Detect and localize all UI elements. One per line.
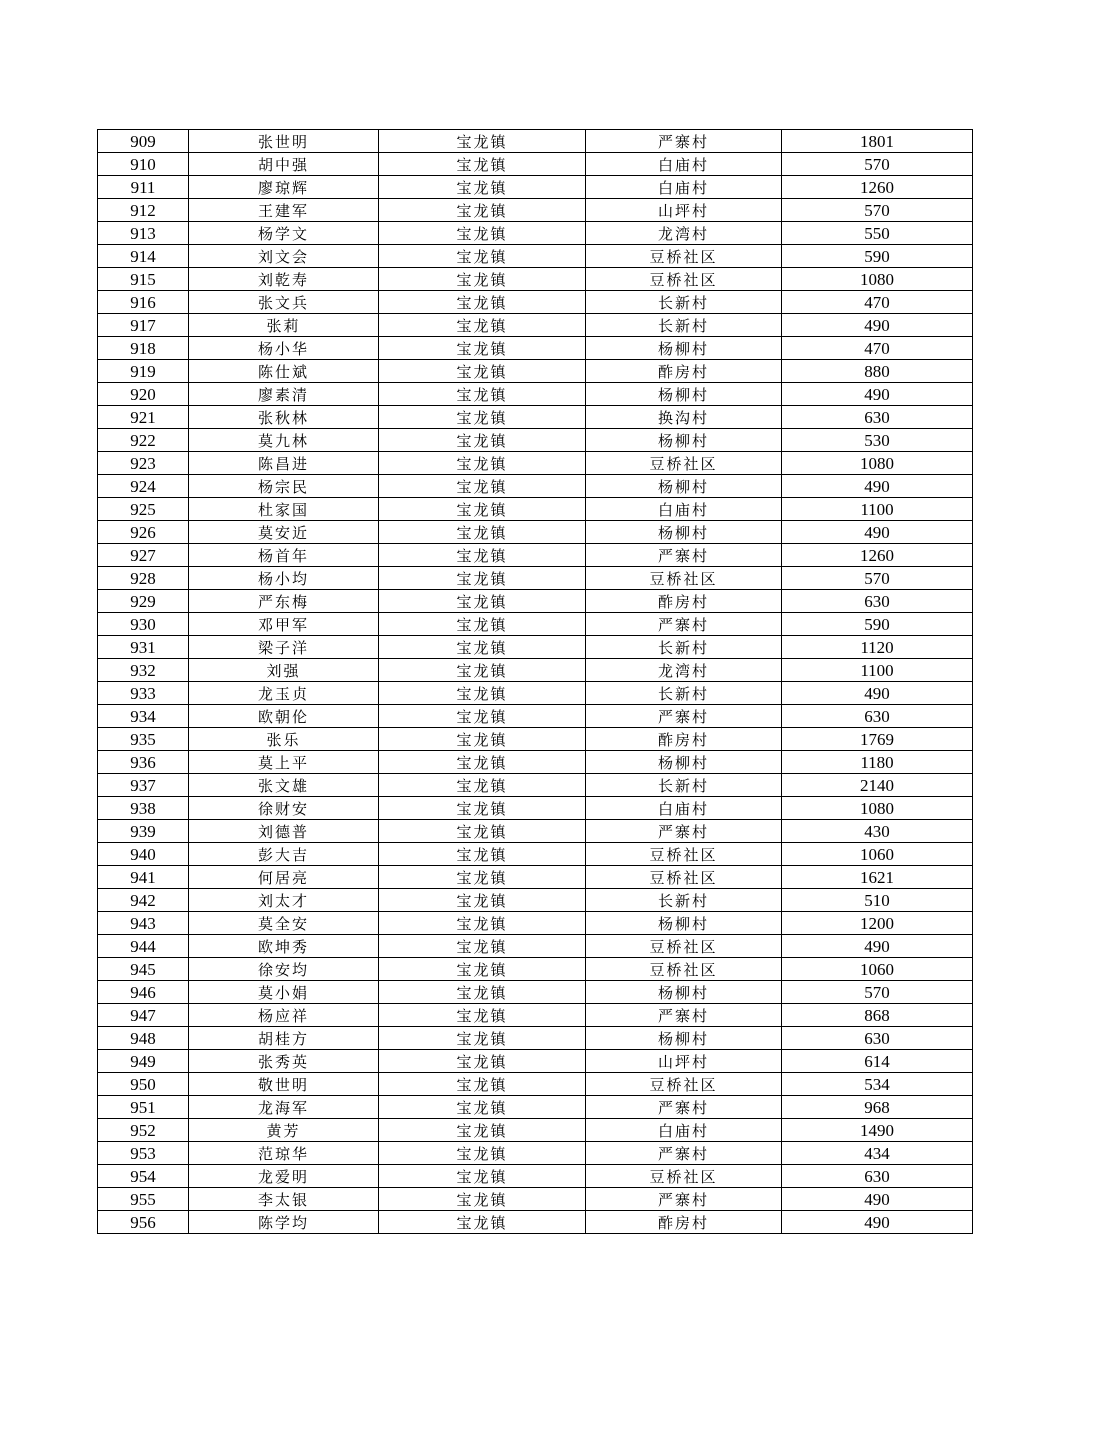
cell-town: 宝龙镇 xyxy=(379,1004,586,1027)
cell-amount: 550 xyxy=(782,222,973,245)
cell-number: 915 xyxy=(98,268,189,291)
cell-town: 宝龙镇 xyxy=(379,406,586,429)
cell-town: 宝龙镇 xyxy=(379,1188,586,1211)
cell-village: 杨柳村 xyxy=(586,912,782,935)
cell-amount: 1769 xyxy=(782,728,973,751)
cell-village: 豆桥社区 xyxy=(586,452,782,475)
cell-name: 李太银 xyxy=(189,1188,379,1211)
table-row xyxy=(98,153,973,176)
cell-town: 宝龙镇 xyxy=(379,130,586,153)
cell-number: 943 xyxy=(98,912,189,935)
cell-number: 922 xyxy=(98,429,189,452)
cell-name: 杨应祥 xyxy=(189,1004,379,1027)
cell-name: 何居亮 xyxy=(189,866,379,889)
cell-name: 杨小均 xyxy=(189,567,379,590)
cell-town: 宝龙镇 xyxy=(379,1119,586,1142)
table-row xyxy=(98,1073,973,1096)
cell-amount: 1100 xyxy=(782,498,973,521)
cell-village: 严寨村 xyxy=(586,1188,782,1211)
cell-number: 921 xyxy=(98,406,189,429)
cell-amount: 434 xyxy=(782,1142,973,1165)
cell-name: 龙海军 xyxy=(189,1096,379,1119)
table-row xyxy=(98,935,973,958)
cell-village: 豆桥社区 xyxy=(586,1165,782,1188)
cell-town: 宝龙镇 xyxy=(379,429,586,452)
cell-number: 931 xyxy=(98,636,189,659)
cell-amount: 430 xyxy=(782,820,973,843)
cell-amount: 630 xyxy=(782,705,973,728)
cell-name: 刘强 xyxy=(189,659,379,682)
cell-number: 951 xyxy=(98,1096,189,1119)
table-row xyxy=(98,820,973,843)
cell-name: 莫小娟 xyxy=(189,981,379,1004)
table-row xyxy=(98,1119,973,1142)
table-row xyxy=(98,728,973,751)
cell-name: 莫上平 xyxy=(189,751,379,774)
cell-town: 宝龙镇 xyxy=(379,153,586,176)
cell-name: 刘太才 xyxy=(189,889,379,912)
table-row xyxy=(98,429,973,452)
cell-number: 928 xyxy=(98,567,189,590)
table-row xyxy=(98,383,973,406)
cell-village: 杨柳村 xyxy=(586,1027,782,1050)
cell-number: 954 xyxy=(98,1165,189,1188)
cell-number: 949 xyxy=(98,1050,189,1073)
cell-village: 酢房村 xyxy=(586,728,782,751)
cell-number: 956 xyxy=(98,1211,189,1234)
cell-town: 宝龙镇 xyxy=(379,291,586,314)
cell-village: 白庙村 xyxy=(586,1119,782,1142)
table-row xyxy=(98,222,973,245)
table-row xyxy=(98,268,973,291)
cell-number: 916 xyxy=(98,291,189,314)
cell-number: 941 xyxy=(98,866,189,889)
cell-amount: 470 xyxy=(782,337,973,360)
cell-name: 刘文会 xyxy=(189,245,379,268)
cell-town: 宝龙镇 xyxy=(379,1142,586,1165)
table-row xyxy=(98,1004,973,1027)
cell-amount: 630 xyxy=(782,1165,973,1188)
cell-amount: 968 xyxy=(782,1096,973,1119)
cell-name: 刘德普 xyxy=(189,820,379,843)
cell-town: 宝龙镇 xyxy=(379,268,586,291)
cell-amount: 880 xyxy=(782,360,973,383)
cell-amount: 490 xyxy=(782,1211,973,1234)
cell-number: 940 xyxy=(98,843,189,866)
cell-amount: 2140 xyxy=(782,774,973,797)
cell-name: 莫安近 xyxy=(189,521,379,544)
cell-town: 宝龙镇 xyxy=(379,452,586,475)
cell-name: 敬世明 xyxy=(189,1073,379,1096)
cell-village: 严寨村 xyxy=(586,130,782,153)
cell-amount: 868 xyxy=(782,1004,973,1027)
cell-name: 莫九林 xyxy=(189,429,379,452)
cell-number: 923 xyxy=(98,452,189,475)
cell-town: 宝龙镇 xyxy=(379,613,586,636)
cell-number: 932 xyxy=(98,659,189,682)
cell-name: 欧朝伦 xyxy=(189,705,379,728)
cell-number: 909 xyxy=(98,130,189,153)
table-row xyxy=(98,498,973,521)
cell-amount: 490 xyxy=(782,314,973,337)
cell-number: 933 xyxy=(98,682,189,705)
cell-number: 913 xyxy=(98,222,189,245)
cell-amount: 1100 xyxy=(782,659,973,682)
cell-town: 宝龙镇 xyxy=(379,958,586,981)
cell-number: 910 xyxy=(98,153,189,176)
cell-village: 杨柳村 xyxy=(586,383,782,406)
cell-amount: 590 xyxy=(782,613,973,636)
cell-amount: 570 xyxy=(782,153,973,176)
cell-village: 山坪村 xyxy=(586,199,782,222)
cell-amount: 570 xyxy=(782,981,973,1004)
cell-town: 宝龙镇 xyxy=(379,383,586,406)
cell-village: 豆桥社区 xyxy=(586,958,782,981)
cell-amount: 490 xyxy=(782,935,973,958)
cell-number: 912 xyxy=(98,199,189,222)
cell-village: 豆桥社区 xyxy=(586,1073,782,1096)
cell-name: 徐财安 xyxy=(189,797,379,820)
cell-village: 白庙村 xyxy=(586,153,782,176)
cell-town: 宝龙镇 xyxy=(379,498,586,521)
cell-number: 937 xyxy=(98,774,189,797)
cell-village: 豆桥社区 xyxy=(586,843,782,866)
table-row xyxy=(98,866,973,889)
cell-town: 宝龙镇 xyxy=(379,889,586,912)
cell-amount: 590 xyxy=(782,245,973,268)
cell-amount: 1060 xyxy=(782,843,973,866)
cell-village: 山坪村 xyxy=(586,1050,782,1073)
cell-name: 徐安均 xyxy=(189,958,379,981)
cell-town: 宝龙镇 xyxy=(379,751,586,774)
cell-town: 宝龙镇 xyxy=(379,682,586,705)
cell-number: 930 xyxy=(98,613,189,636)
data-table xyxy=(97,129,973,1234)
cell-number: 929 xyxy=(98,590,189,613)
cell-village: 杨柳村 xyxy=(586,429,782,452)
cell-number: 939 xyxy=(98,820,189,843)
cell-town: 宝龙镇 xyxy=(379,659,586,682)
cell-name: 陈学均 xyxy=(189,1211,379,1234)
table-row xyxy=(98,774,973,797)
cell-village: 长新村 xyxy=(586,889,782,912)
cell-name: 彭大吉 xyxy=(189,843,379,866)
cell-name: 张秋林 xyxy=(189,406,379,429)
cell-amount: 530 xyxy=(782,429,973,452)
cell-village: 长新村 xyxy=(586,774,782,797)
cell-number: 936 xyxy=(98,751,189,774)
cell-village: 严寨村 xyxy=(586,705,782,728)
cell-name: 杨宗民 xyxy=(189,475,379,498)
cell-town: 宝龙镇 xyxy=(379,981,586,1004)
cell-town: 宝龙镇 xyxy=(379,590,586,613)
cell-town: 宝龙镇 xyxy=(379,1073,586,1096)
cell-town: 宝龙镇 xyxy=(379,820,586,843)
cell-village: 白庙村 xyxy=(586,797,782,820)
table-row xyxy=(98,360,973,383)
cell-name: 范琼华 xyxy=(189,1142,379,1165)
cell-name: 杜家国 xyxy=(189,498,379,521)
cell-village: 严寨村 xyxy=(586,1004,782,1027)
cell-number: 948 xyxy=(98,1027,189,1050)
cell-village: 严寨村 xyxy=(586,544,782,567)
table-row xyxy=(98,613,973,636)
cell-village: 豆桥社区 xyxy=(586,935,782,958)
cell-amount: 1260 xyxy=(782,176,973,199)
table-row xyxy=(98,1027,973,1050)
cell-name: 胡桂方 xyxy=(189,1027,379,1050)
cell-name: 杨学文 xyxy=(189,222,379,245)
cell-amount: 1060 xyxy=(782,958,973,981)
cell-amount: 490 xyxy=(782,682,973,705)
cell-name: 廖素清 xyxy=(189,383,379,406)
table-row xyxy=(98,337,973,360)
cell-name: 严东梅 xyxy=(189,590,379,613)
cell-town: 宝龙镇 xyxy=(379,521,586,544)
cell-town: 宝龙镇 xyxy=(379,222,586,245)
cell-number: 938 xyxy=(98,797,189,820)
cell-amount: 614 xyxy=(782,1050,973,1073)
cell-village: 豆桥社区 xyxy=(586,866,782,889)
cell-number: 950 xyxy=(98,1073,189,1096)
table-row xyxy=(98,682,973,705)
cell-town: 宝龙镇 xyxy=(379,176,586,199)
table-row xyxy=(98,636,973,659)
cell-number: 952 xyxy=(98,1119,189,1142)
cell-number: 917 xyxy=(98,314,189,337)
cell-town: 宝龙镇 xyxy=(379,360,586,383)
cell-number: 924 xyxy=(98,475,189,498)
cell-town: 宝龙镇 xyxy=(379,774,586,797)
cell-village: 换沟村 xyxy=(586,406,782,429)
cell-village: 严寨村 xyxy=(586,1142,782,1165)
cell-village: 豆桥社区 xyxy=(586,567,782,590)
cell-name: 廖琼辉 xyxy=(189,176,379,199)
cell-village: 长新村 xyxy=(586,291,782,314)
table-row xyxy=(98,1096,973,1119)
table-row xyxy=(98,567,973,590)
cell-name: 邓甲军 xyxy=(189,613,379,636)
cell-number: 953 xyxy=(98,1142,189,1165)
cell-village: 长新村 xyxy=(586,636,782,659)
table-row xyxy=(98,199,973,222)
cell-number: 945 xyxy=(98,958,189,981)
cell-town: 宝龙镇 xyxy=(379,843,586,866)
cell-village: 龙湾村 xyxy=(586,222,782,245)
table-row xyxy=(98,1211,973,1234)
cell-town: 宝龙镇 xyxy=(379,797,586,820)
cell-village: 长新村 xyxy=(586,314,782,337)
table-row xyxy=(98,889,973,912)
cell-village: 杨柳村 xyxy=(586,521,782,544)
cell-town: 宝龙镇 xyxy=(379,199,586,222)
table-body xyxy=(98,130,973,1234)
table-row xyxy=(98,751,973,774)
table-row xyxy=(98,1188,973,1211)
cell-town: 宝龙镇 xyxy=(379,1050,586,1073)
table-row xyxy=(98,797,973,820)
cell-amount: 1260 xyxy=(782,544,973,567)
cell-number: 927 xyxy=(98,544,189,567)
table-row xyxy=(98,544,973,567)
cell-amount: 490 xyxy=(782,475,973,498)
cell-amount: 570 xyxy=(782,567,973,590)
table-row xyxy=(98,314,973,337)
cell-name: 陈仕斌 xyxy=(189,360,379,383)
cell-town: 宝龙镇 xyxy=(379,314,586,337)
cell-amount: 1200 xyxy=(782,912,973,935)
cell-village: 杨柳村 xyxy=(586,337,782,360)
cell-number: 911 xyxy=(98,176,189,199)
table-row xyxy=(98,521,973,544)
cell-amount: 470 xyxy=(782,291,973,314)
cell-number: 947 xyxy=(98,1004,189,1027)
cell-name: 黄芳 xyxy=(189,1119,379,1142)
cell-village: 白庙村 xyxy=(586,176,782,199)
cell-number: 918 xyxy=(98,337,189,360)
cell-town: 宝龙镇 xyxy=(379,475,586,498)
cell-amount: 1120 xyxy=(782,636,973,659)
cell-village: 酢房村 xyxy=(586,590,782,613)
cell-name: 张莉 xyxy=(189,314,379,337)
cell-town: 宝龙镇 xyxy=(379,1096,586,1119)
cell-amount: 630 xyxy=(782,1027,973,1050)
cell-number: 935 xyxy=(98,728,189,751)
cell-name: 刘乾寿 xyxy=(189,268,379,291)
cell-village: 杨柳村 xyxy=(586,751,782,774)
table-row xyxy=(98,245,973,268)
table-row xyxy=(98,659,973,682)
cell-name: 龙玉贞 xyxy=(189,682,379,705)
table-row xyxy=(98,958,973,981)
cell-amount: 1490 xyxy=(782,1119,973,1142)
cell-town: 宝龙镇 xyxy=(379,728,586,751)
cell-village: 酢房村 xyxy=(586,360,782,383)
table-row xyxy=(98,130,973,153)
cell-amount: 510 xyxy=(782,889,973,912)
cell-name: 王建军 xyxy=(189,199,379,222)
cell-name: 胡中强 xyxy=(189,153,379,176)
cell-name: 张秀英 xyxy=(189,1050,379,1073)
cell-village: 严寨村 xyxy=(586,1096,782,1119)
cell-village: 严寨村 xyxy=(586,613,782,636)
cell-number: 934 xyxy=(98,705,189,728)
cell-amount: 1801 xyxy=(782,130,973,153)
cell-village: 豆桥社区 xyxy=(586,268,782,291)
cell-amount: 630 xyxy=(782,406,973,429)
cell-village: 杨柳村 xyxy=(586,981,782,1004)
table-row xyxy=(98,705,973,728)
cell-amount: 570 xyxy=(782,199,973,222)
cell-number: 944 xyxy=(98,935,189,958)
cell-name: 张乐 xyxy=(189,728,379,751)
cell-amount: 534 xyxy=(782,1073,973,1096)
cell-village: 严寨村 xyxy=(586,820,782,843)
cell-amount: 1080 xyxy=(782,268,973,291)
cell-amount: 1621 xyxy=(782,866,973,889)
cell-amount: 490 xyxy=(782,383,973,406)
cell-town: 宝龙镇 xyxy=(379,1165,586,1188)
cell-amount: 490 xyxy=(782,1188,973,1211)
cell-town: 宝龙镇 xyxy=(379,935,586,958)
cell-village: 酢房村 xyxy=(586,1211,782,1234)
cell-village: 杨柳村 xyxy=(586,475,782,498)
cell-number: 942 xyxy=(98,889,189,912)
cell-town: 宝龙镇 xyxy=(379,1211,586,1234)
cell-name: 陈昌进 xyxy=(189,452,379,475)
cell-village: 豆桥社区 xyxy=(586,245,782,268)
table-row xyxy=(98,981,973,1004)
cell-name: 张文雄 xyxy=(189,774,379,797)
cell-name: 龙爱明 xyxy=(189,1165,379,1188)
cell-name: 莫全安 xyxy=(189,912,379,935)
cell-town: 宝龙镇 xyxy=(379,245,586,268)
cell-town: 宝龙镇 xyxy=(379,544,586,567)
cell-name: 张文兵 xyxy=(189,291,379,314)
cell-number: 920 xyxy=(98,383,189,406)
cell-amount: 490 xyxy=(782,521,973,544)
table-row xyxy=(98,843,973,866)
cell-village: 龙湾村 xyxy=(586,659,782,682)
table-row xyxy=(98,452,973,475)
cell-town: 宝龙镇 xyxy=(379,567,586,590)
cell-name: 杨小华 xyxy=(189,337,379,360)
cell-number: 914 xyxy=(98,245,189,268)
table-row xyxy=(98,1165,973,1188)
cell-amount: 1180 xyxy=(782,751,973,774)
cell-number: 926 xyxy=(98,521,189,544)
cell-town: 宝龙镇 xyxy=(379,636,586,659)
cell-village: 白庙村 xyxy=(586,498,782,521)
cell-name: 张世明 xyxy=(189,130,379,153)
table-row xyxy=(98,1050,973,1073)
table-row xyxy=(98,176,973,199)
cell-number: 955 xyxy=(98,1188,189,1211)
table-row xyxy=(98,475,973,498)
table-row xyxy=(98,912,973,935)
cell-amount: 630 xyxy=(782,590,973,613)
table-row xyxy=(98,291,973,314)
cell-amount: 1080 xyxy=(782,452,973,475)
table-row xyxy=(98,1142,973,1165)
cell-name: 杨首年 xyxy=(189,544,379,567)
cell-town: 宝龙镇 xyxy=(379,912,586,935)
cell-number: 925 xyxy=(98,498,189,521)
cell-village: 长新村 xyxy=(586,682,782,705)
cell-number: 946 xyxy=(98,981,189,1004)
cell-name: 欧坤秀 xyxy=(189,935,379,958)
table-row xyxy=(98,406,973,429)
cell-number: 919 xyxy=(98,360,189,383)
cell-name: 梁子洋 xyxy=(189,636,379,659)
cell-town: 宝龙镇 xyxy=(379,866,586,889)
table-row xyxy=(98,590,973,613)
cell-town: 宝龙镇 xyxy=(379,337,586,360)
cell-amount: 1080 xyxy=(782,797,973,820)
cell-town: 宝龙镇 xyxy=(379,705,586,728)
cell-town: 宝龙镇 xyxy=(379,1027,586,1050)
